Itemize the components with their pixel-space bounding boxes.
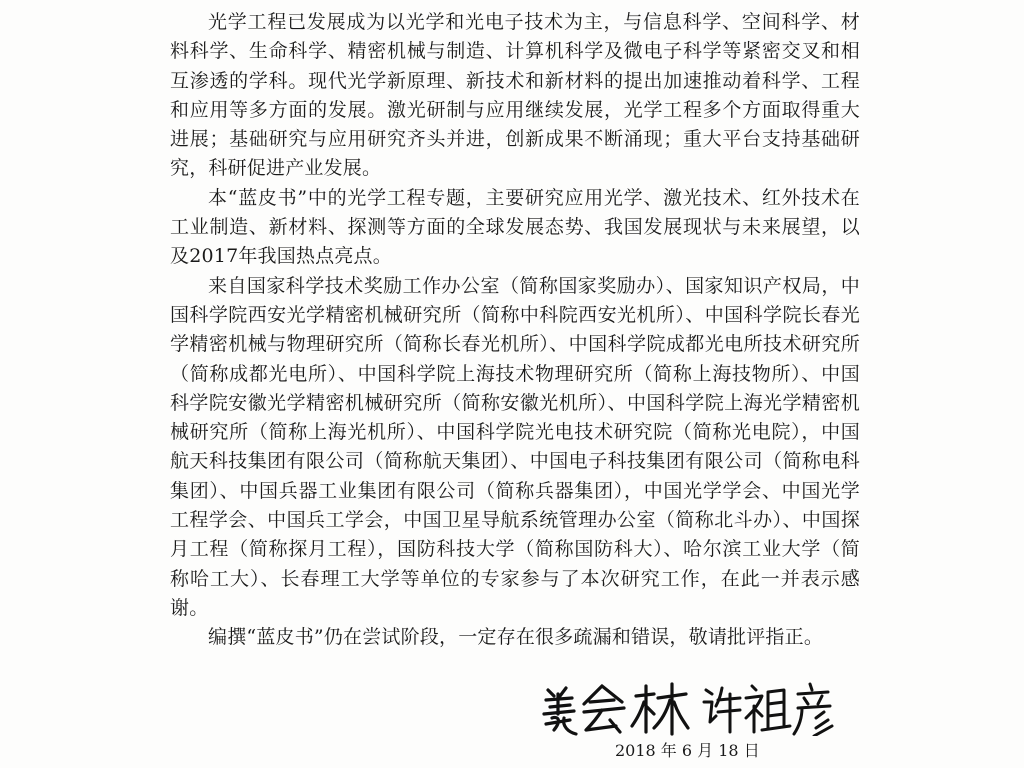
signature-jiang-huilin	[540, 680, 690, 736]
paragraph-1: 光学工程已发展成为以光学和光电子技术为主，与信息科学、空间科学、材料科学、生命科学、精密机械与制造、计算机科学及微电子科学等紧密交叉和相互渗透的学科。现代光学新原理、新技术和新材料的提出加速推动着科学、工程和应用等多方面的发展。激光研制与应用继续发展，光学工程多个方面取得重大进展；基础研究与应用研究齐头并进，创新成果不断涌现；重大平台支持基础研究，科研促进产业发展。	[170, 11, 860, 180]
signature-xu-zuyan	[700, 680, 840, 736]
signature-block	[540, 680, 880, 740]
paragraph-2: 本“蓝皮书”中的光学工程专题，主要研究应用光学、激光技术、红外技术在工业制造、新材料、探测等方面的全球发展态势、我国发展现状与未来展望，以及2017年我国热点亮点。	[170, 186, 860, 268]
document-body	[170, 8, 860, 653]
signature-date: 2018 年 6 月 18 日	[615, 741, 760, 760]
paragraph-4: 编撰“蓝皮书”仍在尝试阶段，一定存在很多疏漏和错误，敬请批评指正。	[208, 626, 824, 649]
paragraph-3: 来自国家科学技术奖励工作办公室（简称国家奖励办）、国家知识产权局，中国科学院西安光学精密机械研究所（简称中科院西安光机所）、中国科学院长春光学精密机械与物理研究所（简称长春光机所）、中国科学院成都光电所技术研究所（简称成都光电所）、中国科学院上海技术物理研究所（简称上海技物所）、中国科学院安徽光学精密机械研究所（简称安徽光机所）、中国科学院上海光学精密机械研究所（简称上海光机所）、中国科学院光电技术研究院（简称光电院），中国航天科技集团有限公司（简称航天集团）、中国电子科技集团有限公司（简称电科集团）、中国兵器工业集团有限公司（简称兵器集团），中国光学学会、中国光学工程学会、中国兵工学会，中国卫星导航系统管理办公室（简称北斗办）、中国探月工程（简称探月工程），国防科技大学（简称国防科大）、哈尔滨工业大学（简称哈工大）、长春理工大学等单位的专家参与了本次研究工作，在此一并表示感谢。	[170, 274, 860, 619]
